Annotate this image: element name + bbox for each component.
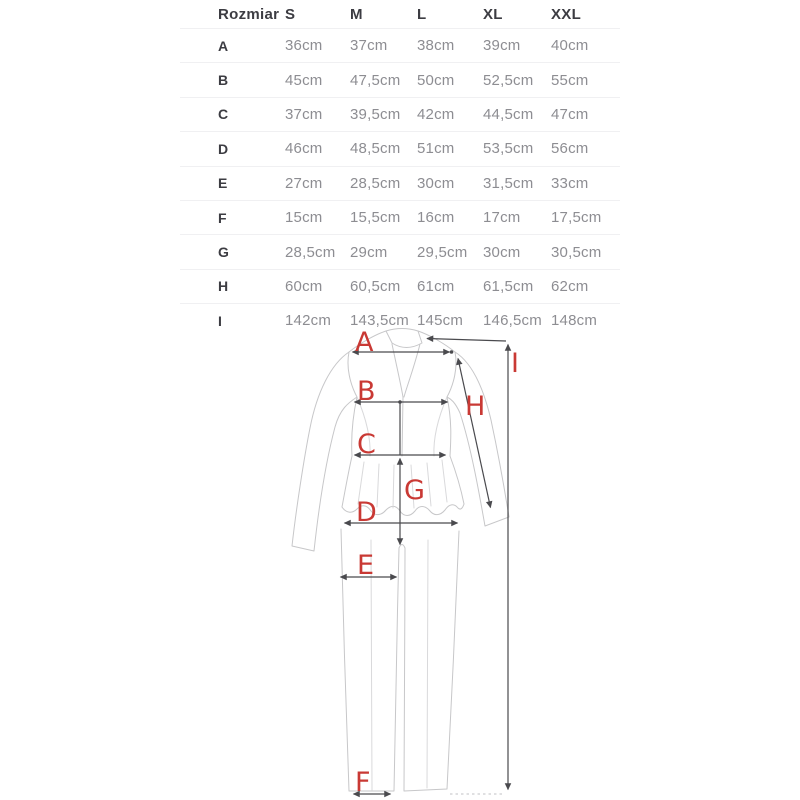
size-value-cell: 47,5cm: [350, 71, 401, 89]
size-value-cell: 47cm: [551, 105, 589, 123]
label-a: A: [355, 327, 374, 358]
column-header-size: XL: [483, 5, 503, 23]
size-value-cell: 33cm: [551, 174, 589, 192]
size-value-cell: 28,5cm: [350, 174, 401, 192]
measurement-row-label: I: [218, 312, 223, 329]
label-g: G: [404, 475, 425, 506]
size-value-cell: 39,5cm: [350, 105, 401, 123]
size-value-cell: 17cm: [483, 209, 521, 227]
size-value-cell: 61,5cm: [483, 277, 534, 295]
size-value-cell: 55cm: [551, 71, 589, 89]
size-value-cell: 29,5cm: [417, 243, 468, 261]
size-value-cell: 48,5cm: [350, 140, 401, 158]
column-header-size: S: [285, 5, 296, 23]
label-d: D: [356, 497, 377, 528]
column-header-size: L: [417, 5, 427, 23]
size-value-cell: 15cm: [285, 209, 323, 227]
size-value-cell: 37cm: [350, 37, 388, 55]
label-f: F: [355, 767, 371, 798]
peplum-right-edge: [450, 456, 464, 504]
column-header-size: M: [350, 5, 363, 23]
label-e: E: [357, 550, 375, 581]
measure-line-h: [458, 359, 491, 508]
size-value-cell: 56cm: [551, 140, 589, 158]
size-value-cell: 28,5cm: [285, 243, 336, 261]
size-value-cell: 62cm: [551, 277, 589, 295]
label-b: B: [357, 376, 376, 407]
size-value-cell: 52,5cm: [483, 71, 534, 89]
size-value-cell: 45cm: [285, 71, 323, 89]
measurement-letter-labels: [355, 327, 519, 798]
right-sleeve-outline: [447, 352, 509, 526]
size-value-cell: 142cm: [285, 312, 332, 330]
size-value-cell: 29cm: [350, 243, 388, 261]
size-value-cell: 38cm: [417, 37, 455, 55]
size-value-cell: 60cm: [285, 277, 323, 295]
label-c: C: [357, 429, 376, 460]
right-princess-seam: [434, 397, 447, 456]
size-value-cell: 44,5cm: [483, 105, 534, 123]
right-leg-crease: [427, 540, 428, 788]
measurement-row-label: G: [218, 244, 230, 261]
label-i: I: [511, 348, 519, 379]
size-value-cell: 30cm: [417, 174, 455, 192]
peplum-left-edge: [342, 456, 352, 507]
measurement-row-label: B: [218, 72, 229, 89]
size-value-cell: 148cm: [551, 312, 598, 330]
peplum-fold: [393, 465, 394, 508]
column-header-size: XXL: [551, 5, 582, 23]
peplum-fold: [427, 463, 431, 506]
size-value-cell: 42cm: [417, 105, 455, 123]
left-bodice-side: [348, 352, 357, 456]
size-value-cell: 37cm: [285, 105, 323, 123]
column-header-rozmiar: Rozmiar: [218, 5, 280, 23]
measure-dot: [398, 400, 402, 404]
measurement-row-label: E: [218, 175, 228, 192]
size-value-cell: 31,5cm: [483, 174, 534, 192]
left-sleeve-outline: [292, 352, 357, 551]
size-value-cell: 36cm: [285, 37, 323, 55]
collar-outline: [386, 329, 422, 348]
size-value-cell: 145cm: [417, 312, 464, 330]
size-value-cell: 60,5cm: [350, 277, 401, 295]
measure-dot: [450, 350, 454, 354]
size-value-cell: 39cm: [483, 37, 521, 55]
size-value-cell: 30cm: [483, 243, 521, 261]
size-value-cell: 53,5cm: [483, 140, 534, 158]
size-value-cell: 17,5cm: [551, 209, 602, 227]
measurement-row-label: F: [218, 209, 227, 226]
size-value-cell: 143,5cm: [350, 312, 409, 330]
size-value-cell: 50cm: [417, 71, 455, 89]
right-shoulder-line: [418, 331, 455, 352]
measurement-row-label: C: [218, 106, 229, 123]
peplum-fold: [442, 460, 447, 502]
size-value-cell: 146,5cm: [483, 312, 542, 330]
size-value-cell: 15,5cm: [350, 209, 401, 227]
label-h: H: [465, 391, 486, 422]
measurement-row-label: A: [218, 37, 229, 54]
size-value-cell: 46cm: [285, 140, 323, 158]
size-value-cell: 40cm: [551, 37, 589, 55]
size-value-cell: 30,5cm: [551, 243, 602, 261]
size-value-cell: 61cm: [417, 277, 455, 295]
measurement-row-label: H: [218, 278, 229, 295]
left-lapel-line: [392, 344, 403, 456]
measurement-row-label: D: [218, 140, 229, 157]
peplum-fold: [377, 464, 379, 507]
size-value-cell: 16cm: [417, 209, 455, 227]
size-value-cell: 51cm: [417, 140, 455, 158]
size-value-cell: 27cm: [285, 174, 323, 192]
